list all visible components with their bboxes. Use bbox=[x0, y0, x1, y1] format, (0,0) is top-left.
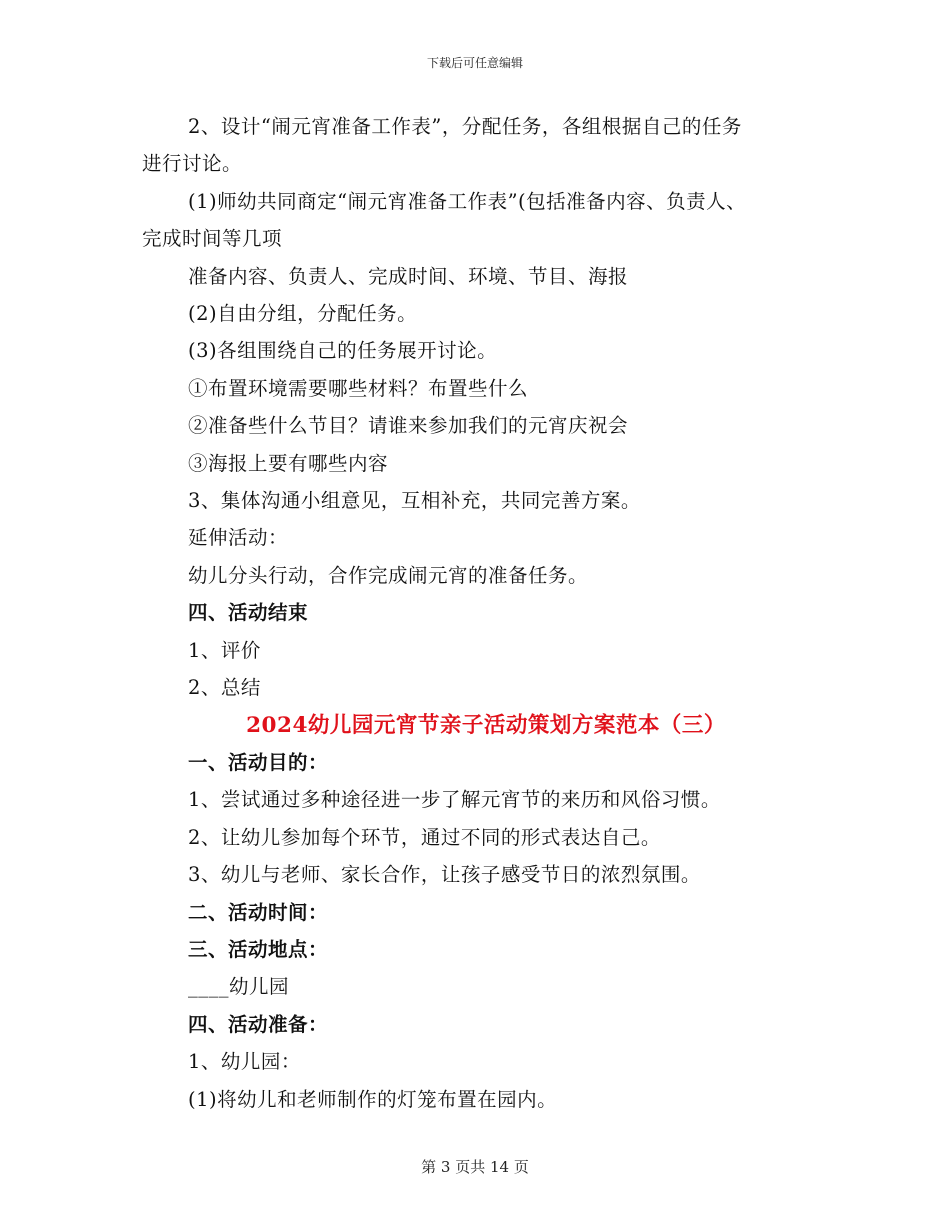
paragraph-location: ____幼儿园 bbox=[188, 975, 290, 999]
paragraph-sub-1-cont: 完成时间等几项 bbox=[142, 227, 283, 251]
list-item-circle-2: ②准备些什么节目？请谁来参加我们的元宵庆祝会 bbox=[188, 414, 629, 438]
section-heading-purpose: 一、活动目的： bbox=[188, 750, 329, 774]
paragraph-purpose-3: 3、幼儿与老师、家长合作，让孩子感受节日的浓烈氛围。 bbox=[188, 863, 701, 887]
document-title: 2024幼儿园元宵节亲子活动策划方案范本（三） bbox=[246, 712, 726, 738]
list-item-circle-3: ③海报上要有哪些内容 bbox=[188, 451, 389, 475]
section-heading-end: 四、活动结束 bbox=[188, 601, 309, 625]
page-content bbox=[142, 108, 822, 1118]
paragraph-step-3: 3、集体沟通小组意见，互相补充，共同完善方案。 bbox=[188, 489, 641, 513]
page-footer: 第 3 页共 14 页 bbox=[421, 1158, 529, 1176]
section-heading-location: 三、活动地点： bbox=[188, 937, 329, 961]
paragraph-summary: 2、总结 bbox=[188, 676, 261, 700]
paragraph-sub-1: (1)师幼共同商定“闹元宵准备工作表”(包括准备内容、负责人、 bbox=[188, 189, 747, 213]
paragraph-step-2-cont: 进行讨论。 bbox=[142, 152, 243, 176]
paragraph-evaluate: 1、评价 bbox=[188, 638, 261, 662]
paragraph-sub-3: (3)各组围绕自己的任务展开讨论。 bbox=[188, 339, 498, 363]
page-header: 下载后可任意编辑 bbox=[426, 56, 523, 70]
list-item-circle-1: ①布置环境需要哪些材料？布置些什么 bbox=[188, 376, 529, 400]
paragraph-extension-label: 延伸活动： bbox=[188, 526, 289, 550]
section-heading-preparation: 四、活动准备： bbox=[188, 1012, 329, 1036]
paragraph-extension-text: 幼儿分头行动，合作完成闹元宵的准备任务。 bbox=[188, 563, 589, 587]
paragraph-prep-items: 准备内容、负责人、完成时间、环境、节目、海报 bbox=[188, 264, 629, 288]
paragraph-lanterns: (1)将幼儿和老师制作的灯笼布置在园内。 bbox=[188, 1087, 558, 1111]
paragraph-kindergarten: 1、幼儿园： bbox=[188, 1050, 301, 1074]
paragraph-purpose-2: 2、让幼儿参加每个环节，通过不同的形式表达自己。 bbox=[188, 825, 661, 849]
section-heading-time: 二、活动时间： bbox=[188, 900, 329, 924]
paragraph-step-2: 2、设计“闹元宵准备工作表”，分配任务，各组根据自己的任务 bbox=[188, 115, 742, 138]
paragraph-sub-2: (2)自由分组，分配任务。 bbox=[188, 302, 418, 326]
paragraph-purpose-1: 1、尝试通过多种途径进一步了解元宵节的来历和风俗习惯。 bbox=[188, 788, 721, 812]
